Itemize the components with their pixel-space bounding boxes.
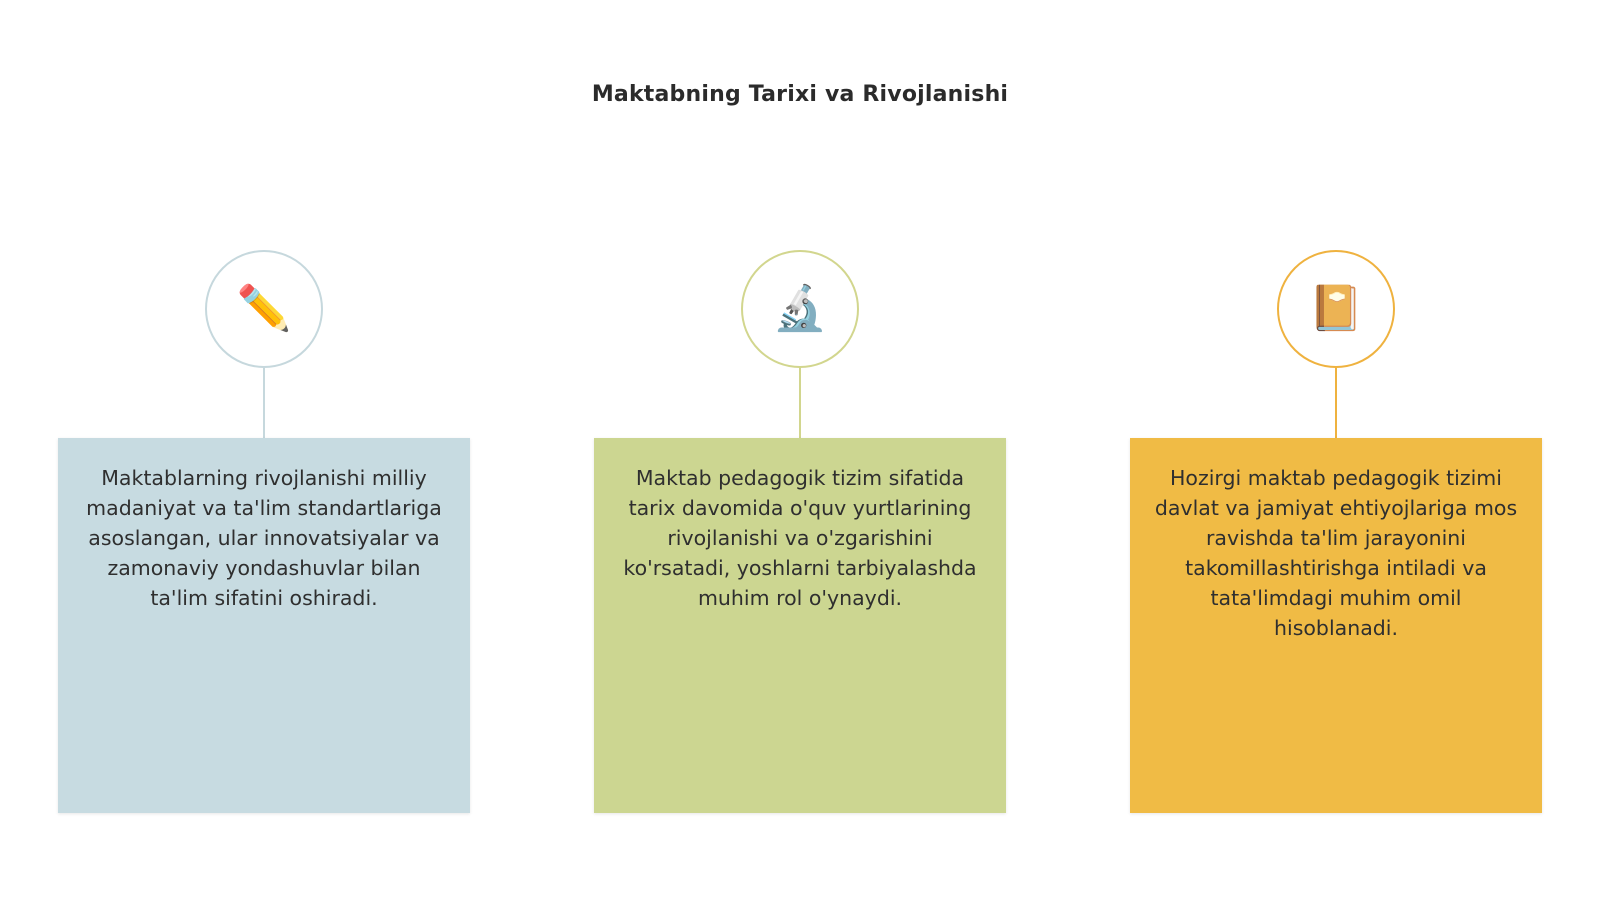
column-3 [1130,250,1542,820]
card-text-1: Maktablarning rivojlanishi milliy madaniyat va ta'lim standartlariga asoslangan, ular innovatsiyalar va zamonaviy yondashuvlar bilan ta'lim sifatini oshiradi. [86,466,442,610]
column-1 [58,250,470,820]
column-2 [594,250,1006,820]
connector-line-2 [799,368,801,440]
microscope-icon: 🔬 [772,283,828,334]
connector-line-3 [1335,368,1337,440]
content-card-3 [1130,438,1542,813]
content-card-1 [58,438,470,813]
content-card-2 [594,438,1006,813]
icon-circle-2 [741,250,859,368]
page-title: Maktabning Tarixi va Rivojlanishi [591,82,1009,107]
connector-line-1 [263,368,265,440]
columns-container [58,250,1542,820]
card-text-3: Hozirgi maktab pedagogik tizimi davlat va jamiyat ehtiyojlariga mos ravishda ta'lim jarayonini takomillashtirishga intiladi va tata'limdagi muhim omil hisoblanadi. [1154,466,1518,640]
icon-circle-3 [1277,250,1395,368]
icon-circle-1 [205,250,323,368]
pencils-icon: ✏️ [236,283,292,334]
card-text-2: Maktab pedagogik tizim sifatida tarix davomida o'quv yurtlarining rivojlanishi va o'zgarishini ko'rsatadi, yoshlarni tarbiyalashda muhim rol o'ynaydi. [623,466,977,610]
notebook-pencil-icon: 📔 [1308,283,1364,334]
